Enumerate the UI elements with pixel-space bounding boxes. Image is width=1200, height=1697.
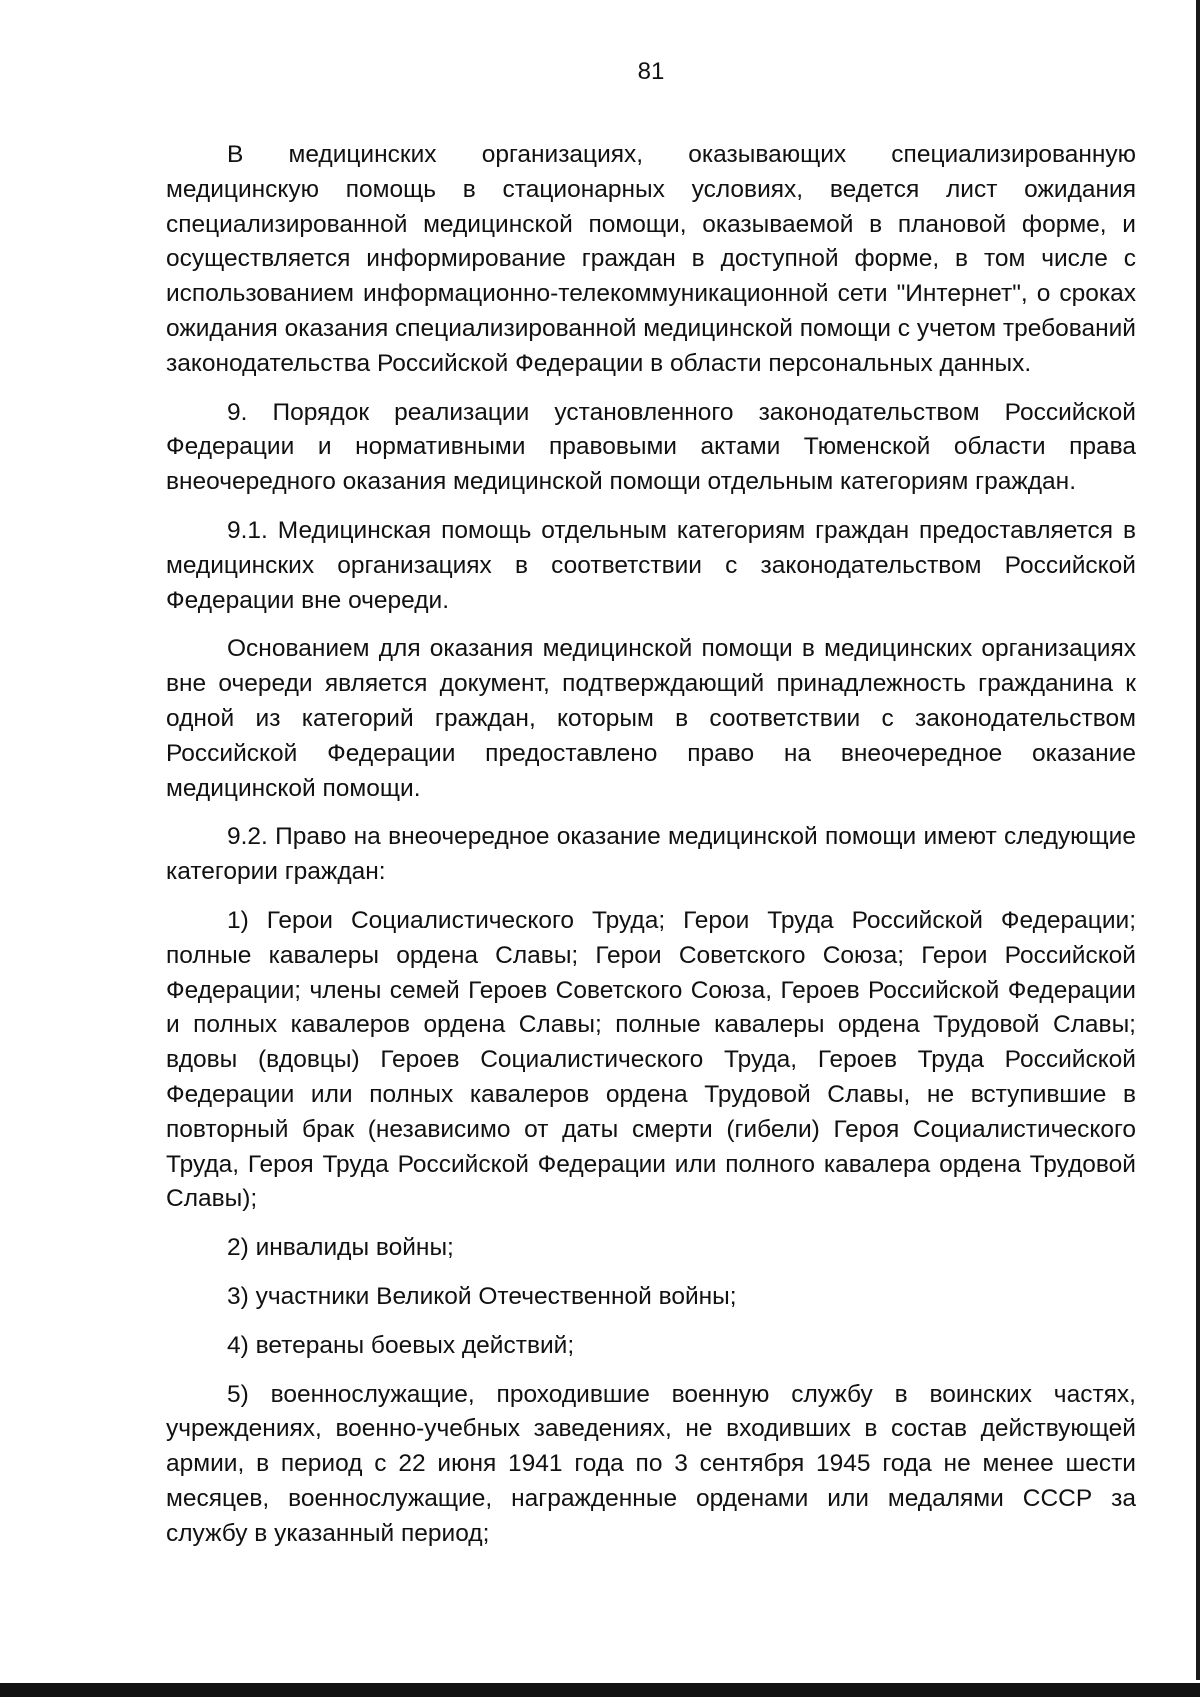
list-item-4: 4) ветераны боевых действий; [227, 1331, 575, 1359]
list-item-5: 5) военнослужащие, проходившие военную службу в воинских частях, учреждениях, военно-учебных заведениях, не входивших в состав действующей армии, в период с 22 июня 1941 года по 3 сентября 1945 года не менее шести месяцев, военнослужащие, награжденные орденами или медалями СССР за службу в указанный период; [166, 1380, 1136, 1547]
list-item-1: 1) Герои Социалистического Труда; Герои Труда Российской Федерации; полные кавалеры ордена Славы; Герои Советского Союза; Герои Российской Федерации; члены семей Героев Советского Союза, Героев Российской Федерации и полных кавалеров ордена Славы; полные кавалеры ордена Трудовой Славы; вдовы (вдовцы) Героев Социалистического Труда, Героев Труда Российской Федерации или полных кавалеров ордена Трудовой Славы, не вступившие в повторный брак (независимо от даты смерти (гибели) Героя Социалистического Труда, Героя Труда Российской Федерации или полного кавалера ордена Трудовой Славы); [166, 906, 1136, 1213]
paragraph-section-9-1: 9.1. Медицинская помощь отдельным категориям граждан предоставляется в медицинских организациях в соответствии с законодательством Российской Федерации вне очереди. [166, 516, 1136, 614]
paragraph-section-9-2: 9.2. Право на внеочередное оказание медицинской помощи имеют следующие категории граждан: [166, 823, 1136, 886]
document-body [166, 138, 1136, 1565]
page-number: 81 [637, 58, 665, 85]
list-item-2: 2) инвалиды войны; [227, 1234, 454, 1262]
list-item-3: 3) участники Великой Отечественной войны; [227, 1282, 737, 1310]
paragraph-waiting-list: В медицинских организациях, оказывающих специализированную медицинскую помощь в стационарных условиях, ведется лист ожидания специализированной медицинской помощи, оказываемой в плановой форме, и осуществляется информирование граждан в доступной форме, в том числе с использованием информационно-телекоммуникационной сети "Интернет", о сроках ожидания оказания специализированной медицинской помощи с учетом требований законодательства Российской Федерации в области персональных данных. [166, 141, 1136, 377]
scan-right-edge [1196, 0, 1200, 1680]
paragraph-grounds: Основанием для оказания медицинской помощи в медицинских организациях вне очереди является документ, подтверждающий принадлежность гражданина к одной из категорий граждан, которым в соответствии с законодательством Российской Федерации предоставлено право на внеочередное оказание медицинской помощи. [166, 635, 1136, 802]
paragraph-section-9-heading: 9. Порядок реализации установленного законодательством Российской Федерации и нормативными правовыми актами Тюменской области права внеочередного оказания медицинской помощи отдельным категориям граждан. [166, 398, 1136, 496]
scan-bottom-edge [0, 1683, 1200, 1697]
